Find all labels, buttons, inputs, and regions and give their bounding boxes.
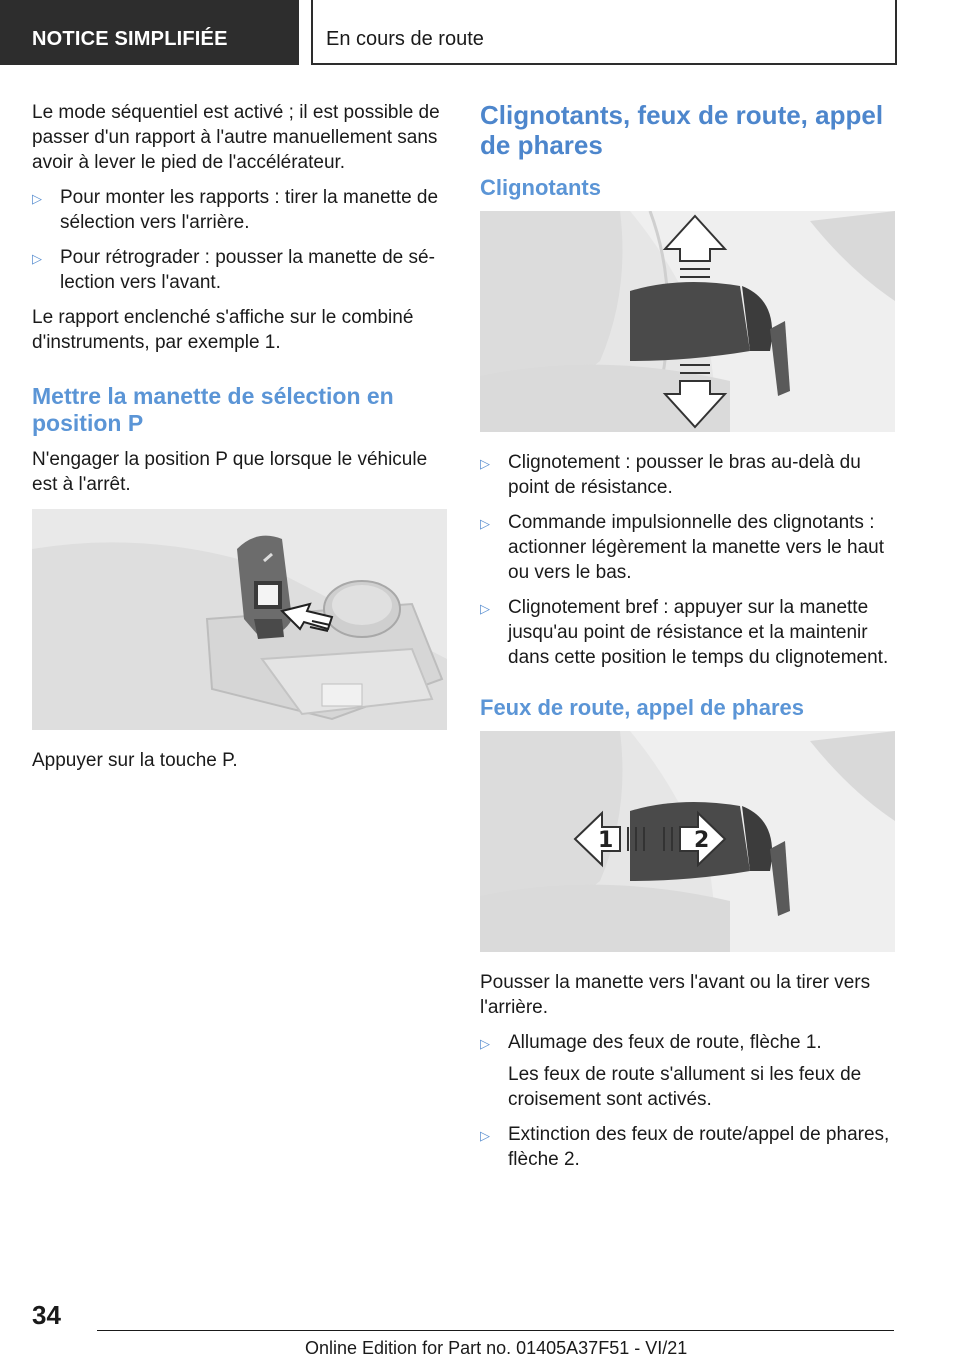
chapter-title: En cours de route [326, 28, 484, 50]
high-beam-illustration [480, 731, 895, 952]
bullet-triangle-icon: ▷ [480, 601, 490, 616]
list-item: ▷ Allumage des feux de route, flèche 1. [480, 1030, 898, 1056]
lever-movement-paragraph: Pousser la manette vers l'avant ou la tirer vers l'arrière. [480, 972, 871, 1018]
bullet-triangle-icon: ▷ [480, 516, 490, 531]
turn-signal-illustration [480, 211, 895, 432]
gear-selector-illustration [32, 509, 447, 730]
figure-caption: Appuyer sur la touche P. [32, 750, 238, 771]
left-column [32, 100, 450, 783]
bullet-triangle-icon: ▷ [32, 191, 42, 206]
right-column [480, 100, 898, 1182]
list-item: ▷ Clignotement bref : appuyer sur la manette jusqu'au point de résistance et la maintenir dans cette position le temps du clignotement. [480, 597, 889, 668]
gear-display-paragraph: Le rapport enclenché s'affiche sur le combiné d'instruments, par exemple 1. [32, 307, 414, 353]
section-heading-park: Mettre la manette de sélection en position P [32, 383, 394, 436]
arrow-label-2: 2 [694, 828, 710, 853]
park-paragraph: N'engager la position P que lorsque le véhicule est à l'arrêt. [32, 449, 428, 495]
arrow-label-1: 1 [598, 828, 614, 853]
footer-divider [97, 1330, 894, 1331]
edition-info: Online Edition for Part no. 01405A37F51 - VI/21 [305, 1338, 688, 1358]
list-item: ▷ Clignotement : pousser le bras au-delà du point de résistance. [480, 452, 861, 498]
bullet-triangle-icon: ▷ [480, 1036, 490, 1051]
bullet-triangle-icon: ▷ [480, 1128, 490, 1143]
chapter-tab [311, 0, 897, 65]
section-title: NOTICE SIMPLIFIÉE [32, 28, 228, 50]
bullet-triangle-icon: ▷ [480, 456, 490, 471]
page-section-title: Clignotants, feux de route, appel de phares [480, 100, 884, 160]
list-item-note: Les feux de route s'allument si les feux de croisement sont activés. [508, 1064, 862, 1110]
list-item: ▷ Extinction des feux de route/appel de phares, flèche 2. [480, 1124, 890, 1170]
bullet-triangle-icon: ▷ [32, 251, 42, 266]
intro-paragraph: Le mode séquentiel est activé ; il est possible de passer d'un rapport à l'autre manuellement sans avoir à lever le pied de l'accélérateur. [32, 102, 440, 173]
section-tab [0, 0, 299, 65]
subheading-high-beam: Feux de route, appel de phares [480, 695, 804, 720]
list-item: ▷ Commande impulsionnelle des clignotants : actionner légèrement la manette vers le haut ou vers le bas. [480, 512, 884, 583]
page-number: 34 [32, 1300, 61, 1330]
list-item: ▷ Pour rétrograder : pousser la manette de sélection vers l'avant. [32, 247, 435, 293]
list-item: ▷ Pour monter les rapports : tirer la manette de sélection vers l'arrière. [32, 187, 439, 233]
subheading-turn-signals: Clignotants [480, 175, 601, 200]
